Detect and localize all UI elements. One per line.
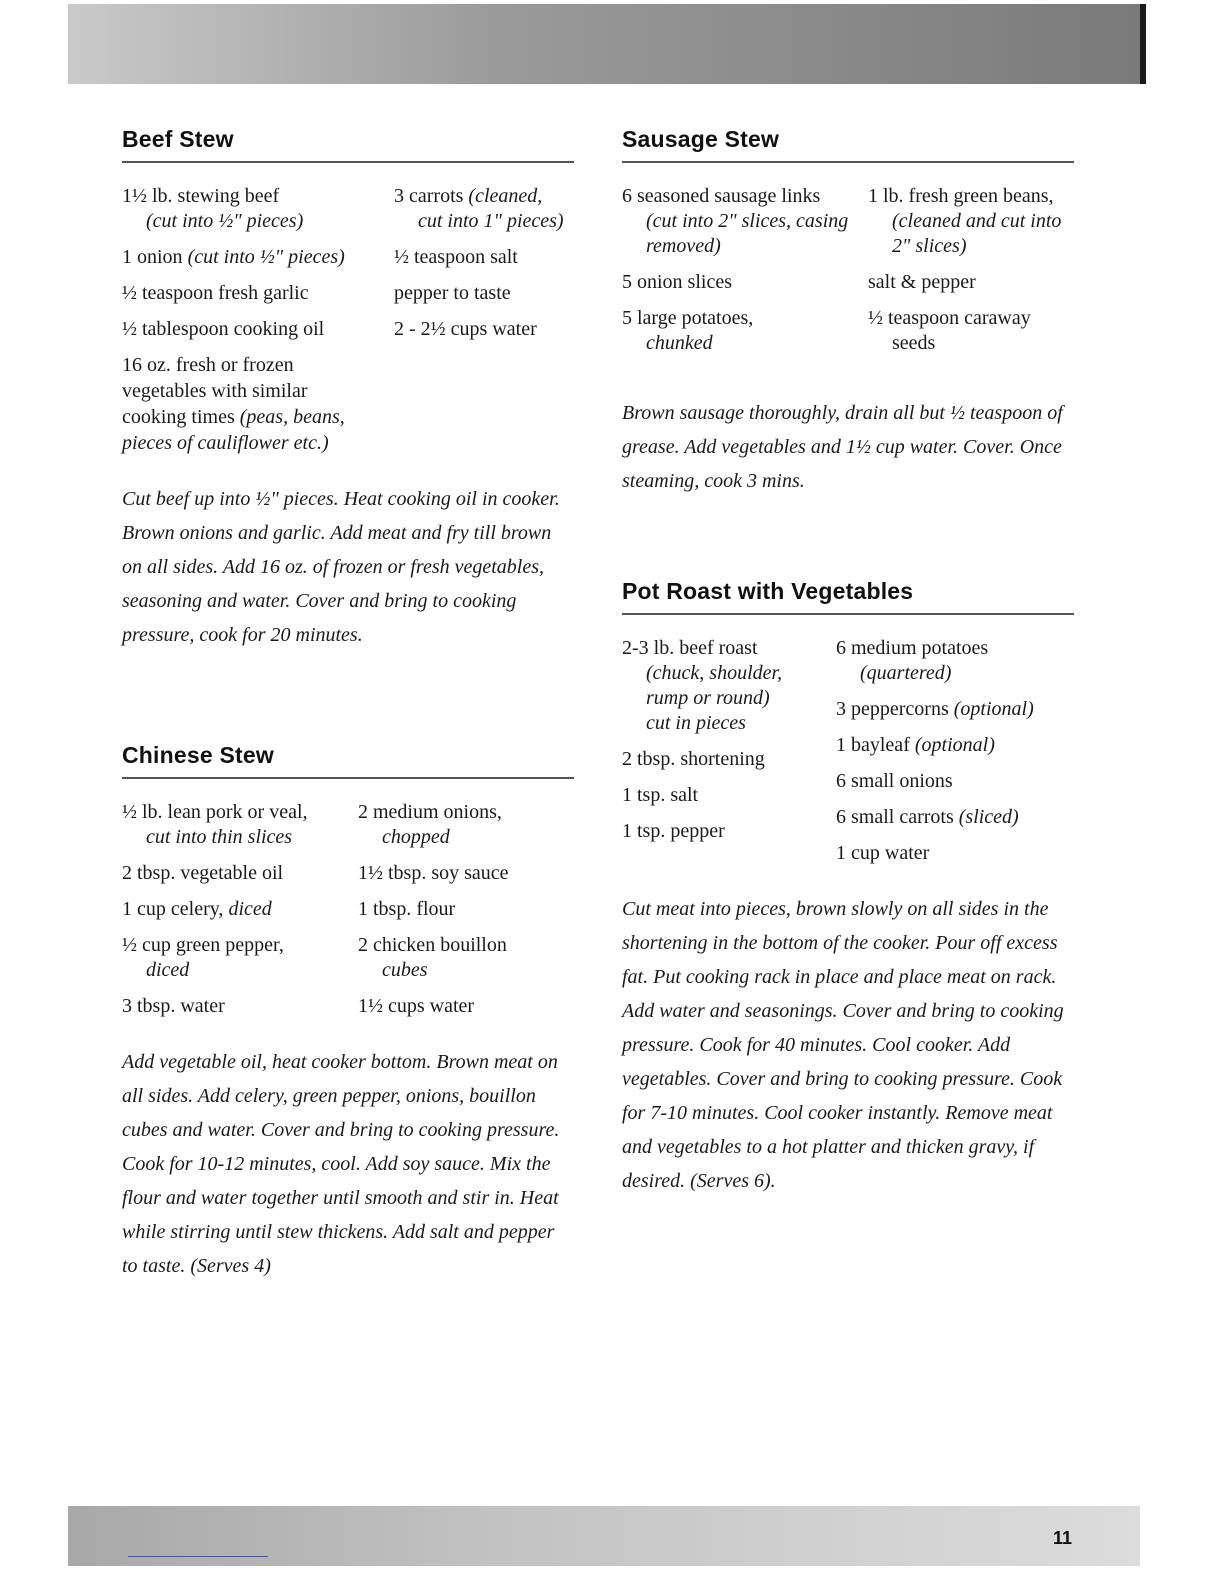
page-number: 11 — [1052, 1528, 1072, 1548]
ingredient-text: ½ teaspoon salt — [394, 246, 518, 268]
header-band — [68, 4, 1146, 84]
recipe-title: Sausage Stew — [622, 126, 780, 152]
ingredient — [122, 993, 358, 1019]
ingredient-text: 2-3 lb. beef roast — [622, 637, 758, 659]
ingredient — [836, 768, 1074, 794]
ingredient-text: 3 carrots — [394, 185, 464, 207]
ingredient — [622, 305, 868, 356]
ingredient-text: 6 small carrots — [836, 806, 954, 828]
ingredient-note: diced — [146, 959, 190, 981]
ingredient-text: pepper to taste — [394, 282, 511, 304]
ingredient-text: ½ cup green pepper, — [122, 934, 284, 956]
ingredient — [358, 860, 574, 886]
ingredient — [394, 183, 574, 234]
ingredient-note: (cut into 2" slices, casing removed) — [646, 210, 849, 257]
ingredient-text: 5 large potatoes, — [622, 307, 754, 329]
ingredient-note: cubes — [382, 959, 428, 981]
ingredient — [622, 746, 836, 772]
ingredient-text: 16 oz. fresh or frozen vegetables with similar cooking times — [122, 354, 308, 428]
ingredient — [122, 932, 358, 983]
ingredient-text: 1½ tbsp. soy sauce — [358, 862, 509, 884]
ingredient-note: (quartered) — [860, 662, 952, 684]
ingredient-note: seeds — [892, 332, 936, 354]
ingredient — [868, 183, 1074, 259]
recipe-title: Pot Roast with Vegetables — [622, 578, 914, 604]
recipe-directions: Add vegetable oil, heat cooker bottom. Brown meat on all sides. Add celery, green pepper, onions, bouillon cubes and water. Cover and bring to cooking pressure. Cook for 10-12 minutes, cool. Add soy sauce. Mix the flour and water together until smooth and stir in. Heat while stirring until stew thickens. Add salt and pepper to taste. (Serves 4) — [122, 1051, 560, 1277]
ingredient-column-left — [622, 635, 836, 844]
link-underline — [128, 1556, 268, 1557]
ingredient — [122, 799, 358, 850]
ingredient — [122, 860, 358, 886]
ingredient — [836, 804, 1074, 830]
ingredient — [122, 896, 358, 922]
ingredient-column-right — [836, 635, 1074, 866]
ingredient-note: (chuck, shoulder, rump or round) cut in pieces — [646, 662, 783, 734]
ingredient-note: (optional) — [953, 698, 1034, 720]
ingredient-text: 2 tbsp. vegetable oil — [122, 862, 284, 884]
ingredient-text: 1½ lb. stewing beef — [122, 185, 280, 207]
footer-band — [68, 1506, 1140, 1566]
ingredient — [836, 732, 1074, 758]
ingredient — [836, 696, 1074, 722]
recipe-title: Chinese Stew — [122, 742, 274, 768]
ingredient — [836, 635, 1074, 686]
divider — [622, 161, 1074, 163]
ingredient-text: 3 tbsp. water — [122, 995, 225, 1017]
ingredient-text: ½ teaspoon fresh garlic — [122, 282, 309, 304]
ingredient-list — [122, 183, 574, 456]
ingredient-note: (sliced) — [958, 806, 1019, 828]
ingredient-text: 1 tbsp. flour — [358, 898, 456, 920]
recipe-chinese-stew — [122, 742, 574, 1303]
ingredient-note: (cut into ½" pieces) — [146, 210, 304, 232]
ingredient-text: 2 - 2½ cups water — [394, 318, 537, 340]
ingredient — [358, 932, 574, 983]
ingredient — [394, 244, 574, 270]
ingredient — [622, 635, 836, 736]
ingredient-note: chopped — [382, 826, 450, 848]
ingredient-text: ½ lb. lean pork or veal, — [122, 801, 308, 823]
divider — [122, 161, 574, 163]
ingredient-text: 1 onion — [122, 246, 183, 268]
ingredient-text: 6 small onions — [836, 770, 953, 792]
ingredient-text: 1 tsp. pepper — [622, 820, 725, 842]
ingredient-note: cut into thin slices — [146, 826, 293, 848]
ingredient-text: 1 tsp. salt — [622, 784, 699, 806]
ingredient-note: (cleaned, — [468, 185, 543, 207]
ingredient — [358, 993, 574, 1019]
ingredient-note: chunked — [646, 332, 713, 354]
recipe-directions: Brown sausage thoroughly, drain all but ½ teaspoon of grease. Add vegetables and 1½ cup water. Cover. Once steaming, cook 3 mins. — [622, 402, 1063, 492]
recipe-beef-stew — [122, 126, 574, 672]
ingredient-text: 1 cup celery, — [122, 898, 224, 920]
ingredient — [394, 316, 574, 342]
ingredient-list — [122, 799, 574, 1019]
ingredient-text: 1 cup water — [836, 842, 930, 864]
divider — [122, 777, 574, 779]
ingredient-text: 2 medium onions, — [358, 801, 502, 823]
recipe-sausage-stew — [622, 126, 1074, 518]
ingredient — [868, 305, 1074, 356]
ingredient — [122, 352, 372, 456]
ingredient-text: ½ teaspoon caraway — [868, 307, 1031, 329]
recipe-directions: Cut beef up into ½" pieces. Heat cooking oil in cooker. Brown onions and garlic. Add meat and fry till brown on all sides. Add 16 oz. of frozen or fresh vegetables, seasoning and water. Cover and bring to cooking pressure, cook for 20 minutes. — [122, 488, 560, 646]
ingredient — [122, 244, 394, 270]
ingredient-note: (peas, beans, pieces of cauliflower etc.) — [122, 406, 345, 454]
ingredient-note: (optional) — [914, 734, 995, 756]
ingredient — [358, 896, 574, 922]
ingredient-text: 6 medium potatoes — [836, 637, 989, 659]
ingredient-text: 1½ cups water — [358, 995, 475, 1017]
ingredient-note: cut into 1" pieces) — [418, 210, 564, 232]
ingredient-text: 1 lb. fresh green beans, — [868, 185, 1054, 207]
ingredient-text: 2 tbsp. shortening — [622, 748, 765, 770]
ingredient — [394, 280, 574, 306]
ingredient — [868, 269, 1074, 295]
recipe-directions: Cut meat into pieces, brown slowly on all sides in the shortening in the bottom of the cooker. Pour off excess fat. Put cooking rack in place and place meat on rack. Add water and seasonings. Cover and bring to cooking pressure. Cook for 40 minutes. Cool cooker. Add vegetables. Cover and bring to cooking pressure. Cook for 7-10 minutes. Cool cooker instantly. Remove meat and vegetables to a hot platter and thicken gravy, if desired. (Serves 6). — [622, 898, 1064, 1192]
ingredient — [622, 818, 836, 844]
ingredient-text: salt & pepper — [868, 271, 976, 293]
ingredient — [122, 183, 394, 234]
recipe-title: Beef Stew — [122, 126, 234, 152]
ingredient-note: (cut into ½" pieces) — [187, 246, 345, 268]
ingredient — [622, 269, 868, 295]
ingredient-text: ½ tablespoon cooking oil — [122, 318, 325, 340]
recipe-pot-roast — [622, 578, 1074, 1218]
ingredient-text: 2 chicken bouillon — [358, 934, 507, 956]
ingredient-note: (cleaned and cut into 2" slices) — [892, 210, 1062, 257]
ingredient — [122, 280, 394, 306]
ingredient — [358, 799, 574, 850]
ingredient-text: 6 seasoned sausage links — [622, 185, 821, 207]
ingredient-text: 5 onion slices — [622, 271, 732, 293]
ingredient-note: diced — [228, 898, 272, 920]
ingredient — [122, 316, 394, 342]
ingredient-list — [622, 183, 1074, 356]
ingredient — [622, 782, 836, 808]
ingredient — [836, 840, 1074, 866]
ingredient — [622, 183, 868, 259]
ingredient-text: 3 peppercorns — [836, 698, 949, 720]
divider — [622, 613, 1074, 615]
ingredient-text: 1 bayleaf — [836, 734, 910, 756]
ingredient-list — [622, 635, 1074, 866]
